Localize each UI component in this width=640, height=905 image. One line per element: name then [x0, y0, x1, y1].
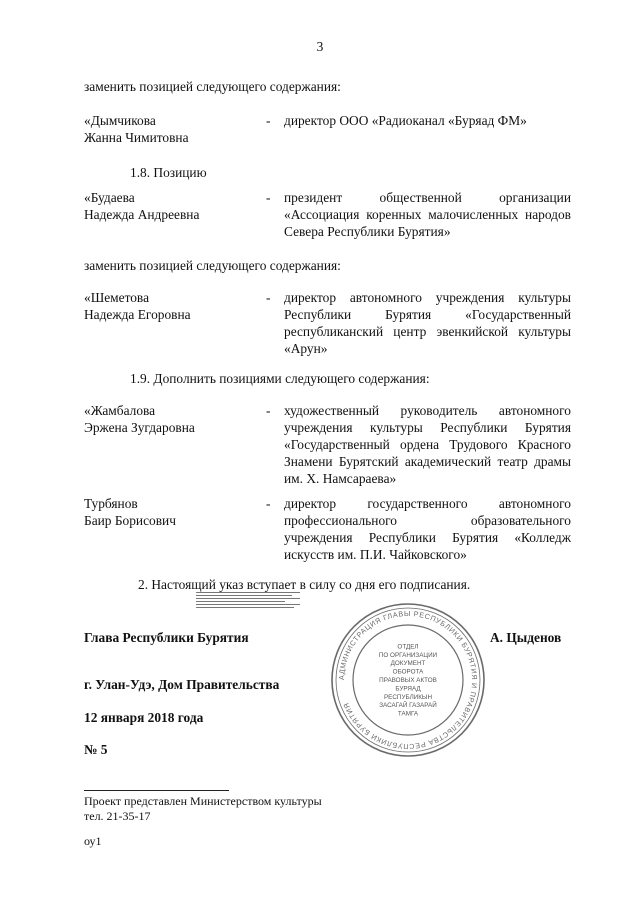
page-number: 3: [316, 39, 324, 54]
footnote-line1: Проект представлен Министерством культуры: [84, 794, 322, 808]
entry1-name-line2: Жанна Чимитовна: [84, 130, 189, 145]
entry2-name: [84, 189, 259, 223]
entry5-description: директор государственного автономного профессионального образовательного учреждения Республики Бурятия «Колледж искусств им. П.И. Чайковского»: [284, 496, 571, 562]
entry4-name-line2: Эржена Зугдаровна: [84, 420, 195, 435]
entry1-name-line1: «Дымчикова: [84, 113, 156, 128]
entry2-name-line1: «Будаева: [84, 190, 135, 205]
footnote-line2: тел. 21-35-17: [84, 809, 151, 823]
decree-number: № 5: [84, 742, 108, 757]
date: 12 января 2018 года: [84, 710, 204, 725]
item-2: 2. Настоящий указ вступает в силу со дня его подписания.: [138, 577, 471, 592]
item-1-8: 1.8. Позицию: [130, 165, 207, 180]
entry2-dash: -: [266, 190, 271, 205]
seal-center-line: РЕСПУБЛИКЫН: [383, 693, 433, 701]
replace-paragraph-1: заменить позицией следующего содержания:: [84, 79, 341, 94]
entry2-description: президент общественной организации «Ассоциация коренных малочисленных народов Севера Республики Бурятия»: [284, 190, 571, 239]
entry4-dash: -: [266, 403, 271, 418]
seal-center-line: ЗАСАГАЙ ГАЗАРАЙ: [379, 702, 437, 710]
entry3-name: [84, 289, 259, 323]
entry3-name-line2: Надежда Егоровна: [84, 307, 191, 322]
seal-center-line: БУРЯАД: [395, 685, 421, 693]
signature-title: Глава Республики Бурятия: [84, 630, 249, 645]
replace-paragraph-2: заменить позицией следующего содержания:: [84, 258, 341, 273]
place: г. Улан-Удэ, Дом Правительства: [84, 677, 280, 692]
footnote: [84, 794, 322, 824]
entry3-dash: -: [266, 290, 271, 305]
seal-center-line: ОТДЕЛ: [397, 643, 419, 651]
footnote-rule: [84, 790, 229, 791]
entry1-description: директор ООО «Радиоканал «Буряад ФМ»: [284, 113, 527, 128]
seal-ring-textpath: АДМИНИСТРАЦИЯ ГЛАВЫ РЕСПУБЛИКИ БУРЯТИЯ И ПРАВИТЕЛЬСТВА РЕСПУБЛИКИ БУРЯТИЯ: [336, 608, 480, 752]
seal-center-text: [379, 643, 438, 717]
seal-center-line: ТАМГА: [397, 710, 419, 718]
entry1-dash: -: [266, 113, 271, 128]
official-seal: [328, 600, 488, 760]
entry4-name: [84, 402, 259, 436]
entry3-description: директор автономного учреждения культуры Республики Бурятия «Государственный республиканский центр эвенкийской культуры «Арун»: [284, 290, 571, 356]
entry5-name-line1: Турбянов: [84, 496, 138, 511]
signature-name: А. Цыденов: [490, 630, 562, 645]
document-code: оу1: [84, 834, 102, 848]
seal-center-line: ОБОРОТА: [392, 668, 424, 676]
seal-center-line: ПРАВОВЫХ АКТОВ: [379, 677, 437, 684]
entry5-name-line2: Баир Борисович: [84, 513, 176, 528]
item-1-9: 1.9. Дополнить позициями следующего содержания:: [130, 371, 430, 386]
entry3-name-line1: «Шеметова: [84, 290, 150, 305]
seal-center-line: ДОКУМЕНТ: [390, 660, 426, 668]
entry1-name: [84, 112, 259, 146]
entry2-name-line2: Надежда Андреевна: [84, 207, 200, 222]
entry5-name: [84, 495, 259, 529]
seal-center-line: ПО ОРГАНИЗАЦИИ: [378, 651, 438, 659]
entry4-description: художественный руководитель автономного учреждения культуры Республики Бурятия «Государственный ордена Трудового Красного Знамени Бурятский академический театр драмы им. Х. Намсараева»: [284, 403, 571, 486]
signature-scribble: [196, 592, 300, 616]
entry5-dash: -: [266, 496, 271, 511]
entry4-name-line1: «Жамбалова: [84, 403, 156, 418]
